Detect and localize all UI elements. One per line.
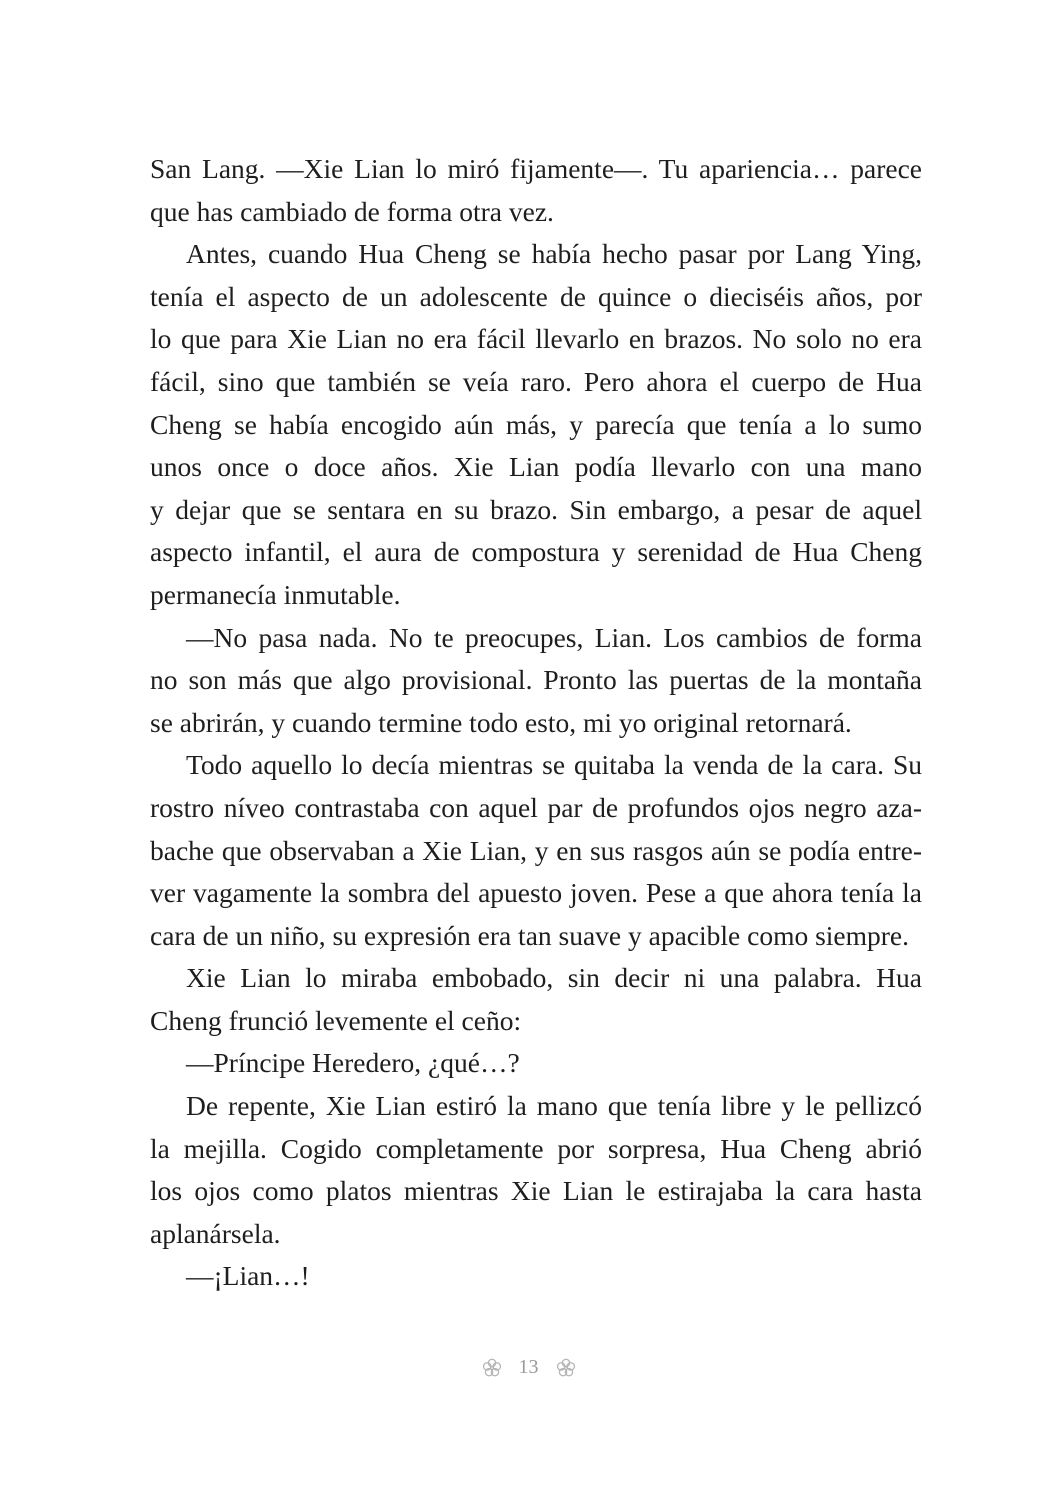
text-line: y dejar que se sentara en su brazo. Sin embargo, a pesar de aquel bbox=[150, 493, 922, 525]
text-line: rostro níveo contrastaba con aquel par de profundos ojos negro aza- bbox=[150, 791, 922, 823]
paragraph bbox=[150, 233, 922, 616]
text-line: permanecía inmutable. bbox=[150, 578, 401, 610]
text-line: se abrirán, y cuando termine todo esto, mi yo original retornará. bbox=[150, 706, 852, 738]
text-line: unos once o doce años. Xie Lian podía llevarlo con una mano bbox=[150, 451, 922, 483]
text-line: De repente, Xie Lian estiró la mano que tenía libre y le pellizcó bbox=[186, 1090, 922, 1122]
flower-ornament-right-icon bbox=[555, 1357, 577, 1379]
text-line: fácil, sino que también se veía raro. Pero ahora el cuerpo de Hua bbox=[150, 365, 922, 397]
paragraph bbox=[150, 744, 922, 957]
page-footer bbox=[0, 1356, 1057, 1379]
text-line: bache que observaban a Xie Lian, y en sus rasgos aún se podía entre- bbox=[150, 834, 922, 866]
text-line: Antes, cuando Hua Cheng se había hecho pasar por Lang Ying, bbox=[186, 238, 922, 270]
flower-ornament-left-icon bbox=[481, 1357, 503, 1379]
text-line: no son más que algo provisional. Pronto las puertas de la montaña bbox=[150, 664, 922, 696]
text-line: Todo aquello lo decía mientras se quitaba la venda de la cara. Su bbox=[186, 749, 922, 781]
text-line: ver vagamente la sombra del apuesto joven. Pese a que ahora tenía la bbox=[150, 877, 922, 909]
text-line: —¡Lian…! bbox=[186, 1260, 310, 1292]
text-line: que has cambiado de forma otra vez. bbox=[150, 195, 554, 227]
book-page-body bbox=[150, 148, 922, 1298]
text-line: —Príncipe Heredero, ¿qué…? bbox=[186, 1047, 520, 1079]
paragraph bbox=[150, 617, 922, 745]
paragraph bbox=[150, 148, 922, 233]
page-number: 13 bbox=[518, 1356, 539, 1378]
text-line: los ojos como platos mientras Xie Lian le estirajaba la cara hasta bbox=[150, 1175, 922, 1207]
paragraph bbox=[150, 1255, 922, 1298]
text-line: —No pasa nada. No te preocupes, Lian. Los cambios de forma bbox=[186, 621, 922, 653]
text-line: aspecto infantil, el aura de compostura y serenidad de Hua Cheng bbox=[150, 536, 922, 568]
text-line: Cheng frunció levemente el ceño: bbox=[150, 1004, 522, 1036]
text-line: la mejilla. Cogido completamente por sorpresa, Hua Cheng abrió bbox=[150, 1132, 922, 1164]
text-line: cara de un niño, su expresión era tan suave y apacible como siempre. bbox=[150, 919, 910, 951]
paragraph bbox=[150, 957, 922, 1042]
text-line: tenía el aspecto de un adolescente de quince o dieciséis años, por bbox=[150, 280, 922, 312]
text-line: aplanársela. bbox=[150, 1217, 281, 1249]
text-line: Cheng se había encogido aún más, y parecía que tenía a lo sumo bbox=[150, 408, 922, 440]
paragraph bbox=[150, 1042, 922, 1085]
text-line: San Lang. —Xie Lian lo miró fijamente—. Tu apariencia… parece bbox=[150, 153, 922, 184]
text-line: Xie Lian lo miraba embobado, sin decir ni una palabra. Hua bbox=[186, 962, 922, 994]
text-line: lo que para Xie Lian no era fácil llevarlo en brazos. No solo no era bbox=[150, 323, 922, 355]
paragraph bbox=[150, 1085, 922, 1255]
